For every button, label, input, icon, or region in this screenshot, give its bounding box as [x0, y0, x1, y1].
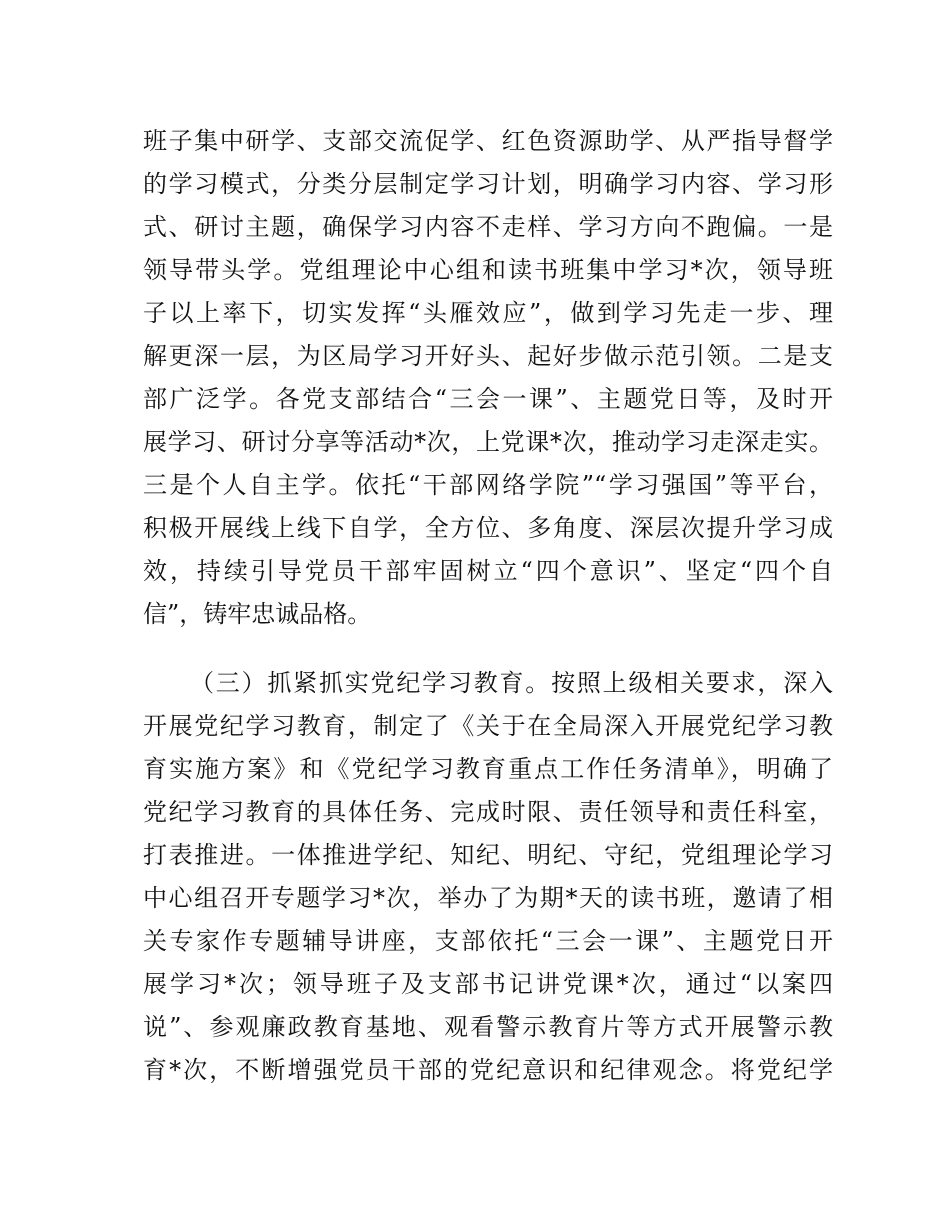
text-line: （三）抓紧抓实党纪学习教育。按照上级相关要求，深入: [190, 669, 833, 697]
text-line: 积极开展线上线下自学，全方位、多角度、深层次提升学习成: [143, 514, 833, 542]
text-line: 打表推进。一体推进学纪、知纪、明纪、守纪，党组理论学习: [143, 841, 833, 869]
text-line: 三是个人自主学。依托“干部网络学院”“学习强国”等平台，: [143, 471, 833, 499]
text-line: 关专家作专题辅导讲座，支部依托“三会一课”、主题党日开: [143, 927, 833, 955]
text-line: 班子集中研学、支部交流促学、红色资源助学、从严指导督学: [143, 127, 833, 155]
text-line: 领导带头学。党组理论中心组和读书班集中学习*次，领导班: [143, 256, 833, 284]
text-line: 开展党纪学习教育，制定了《关于在全局深入开展党纪学习教: [143, 712, 833, 740]
text-line: 信”，铸牢忠诚品格。: [143, 600, 372, 628]
text-line: 的学习模式，分类分层制定学习计划，明确学习内容、学习形: [143, 170, 833, 198]
text-line: 效，持续引导党员干部牢固树立“四个意识”、坚定“四个自: [143, 557, 833, 585]
text-line: 党纪学习教育的具体任务、完成时限、责任领导和责任科室，: [143, 798, 833, 826]
text-line: 展学习、研讨分享等活动*次，上党课*次，推动学习走深走实。: [143, 428, 833, 456]
text-line: 中心组召开专题学习*次，举办了为期*天的读书班，邀请了相: [143, 884, 833, 912]
text-line: 式、研讨主题，确保学习内容不走样、学习方向不跑偏。一是: [143, 213, 833, 241]
text-line: 展学习*次；领导班子及支部书记讲党课*次，通过“以案四: [143, 970, 833, 998]
text-line: 说”、参观廉政教育基地、观看警示教育片等方式开展警示教: [143, 1013, 833, 1041]
text-line: 育实施方案》和《党纪学习教育重点工作任务清单》，明确了: [143, 755, 833, 783]
text-line: 育*次，不断增强党员干部的党纪意识和纪律观念。将党纪学: [143, 1056, 833, 1084]
text-line: 子以上率下，切实发挥“头雁效应”，做到学习先走一步、理: [143, 299, 833, 327]
text-line: 部广泛学。各党支部结合“三会一课”、主题党日等，及时开: [143, 385, 833, 413]
text-line: 解更深一层，为区局学习开好头、起好步做示范引领。二是支: [143, 342, 833, 370]
